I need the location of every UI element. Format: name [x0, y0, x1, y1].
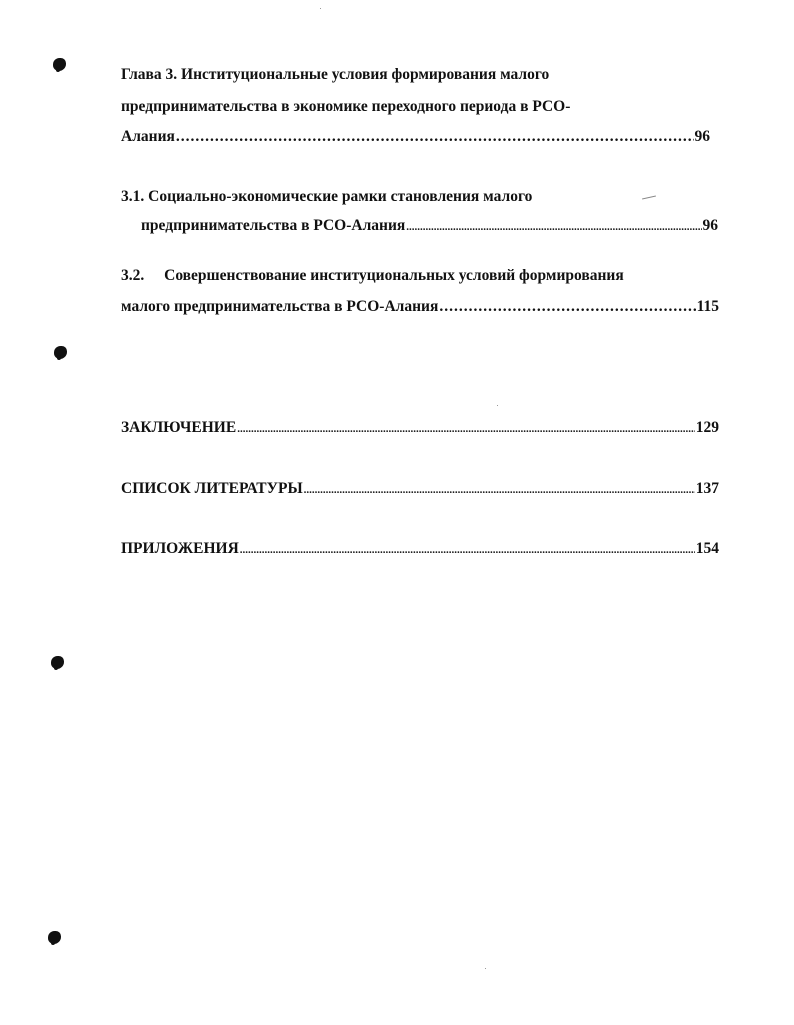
section32-title-line1	[121, 267, 624, 285]
toc-entry-section31[interactable]	[141, 217, 718, 235]
binding-hole-mark	[54, 346, 67, 359]
toc-page-number: 115	[696, 298, 719, 315]
scan-speck	[320, 8, 321, 9]
toc-entry-label: Алания	[121, 128, 175, 145]
toc-entry-label: ПРИЛОЖЕНИЯ	[121, 540, 239, 557]
toc-page-number: 129	[695, 419, 719, 436]
toc-page-number: 96	[702, 217, 718, 234]
toc-entry-label: предпринимательства в РСО-Алания	[141, 217, 406, 234]
toc-entry-conclusion[interactable]	[121, 419, 719, 437]
binding-hole-mark	[51, 656, 64, 669]
dot-leader	[406, 221, 701, 233]
binding-hole-mark	[48, 931, 61, 944]
scan-mark	[642, 196, 656, 200]
section-title: Совершенствование институциональных условий формирования	[164, 267, 624, 284]
toc-entry-section32[interactable]	[121, 298, 719, 316]
toc-entry-label: ЗАКЛЮЧЕНИЕ	[121, 419, 237, 436]
section-number: 3.2.	[121, 267, 145, 284]
binding-hole-mark	[53, 58, 66, 71]
toc-entry-appendices[interactable]	[121, 540, 719, 558]
dot-leader	[176, 128, 694, 146]
dot-leader	[240, 544, 695, 556]
chapter3-title-line2: предпринимательства в экономике переходного периода в РСО-	[121, 98, 571, 115]
toc-entry-bibliography[interactable]	[121, 480, 719, 498]
section31-title-line1: 3.1. Социально-экономические рамки становления малого	[121, 188, 533, 205]
scan-speck	[497, 405, 498, 406]
dot-leader	[304, 484, 695, 496]
toc-entry-label: малого предпринимательства в РСО-Алания	[121, 298, 439, 315]
chapter3-title-line1: Глава 3. Институциональные условия формирования малого	[121, 66, 550, 83]
toc-entry-label: СПИСОК ЛИТЕРАТУРЫ	[121, 480, 303, 497]
scan-speck	[485, 968, 486, 969]
dot-leader	[237, 423, 695, 435]
toc-page-number: 137	[695, 480, 719, 497]
toc-entry-chapter3[interactable]	[121, 128, 710, 146]
dot-leader	[439, 298, 695, 316]
toc-page-number: 154	[695, 540, 719, 557]
toc-page-number: 96	[694, 128, 710, 145]
